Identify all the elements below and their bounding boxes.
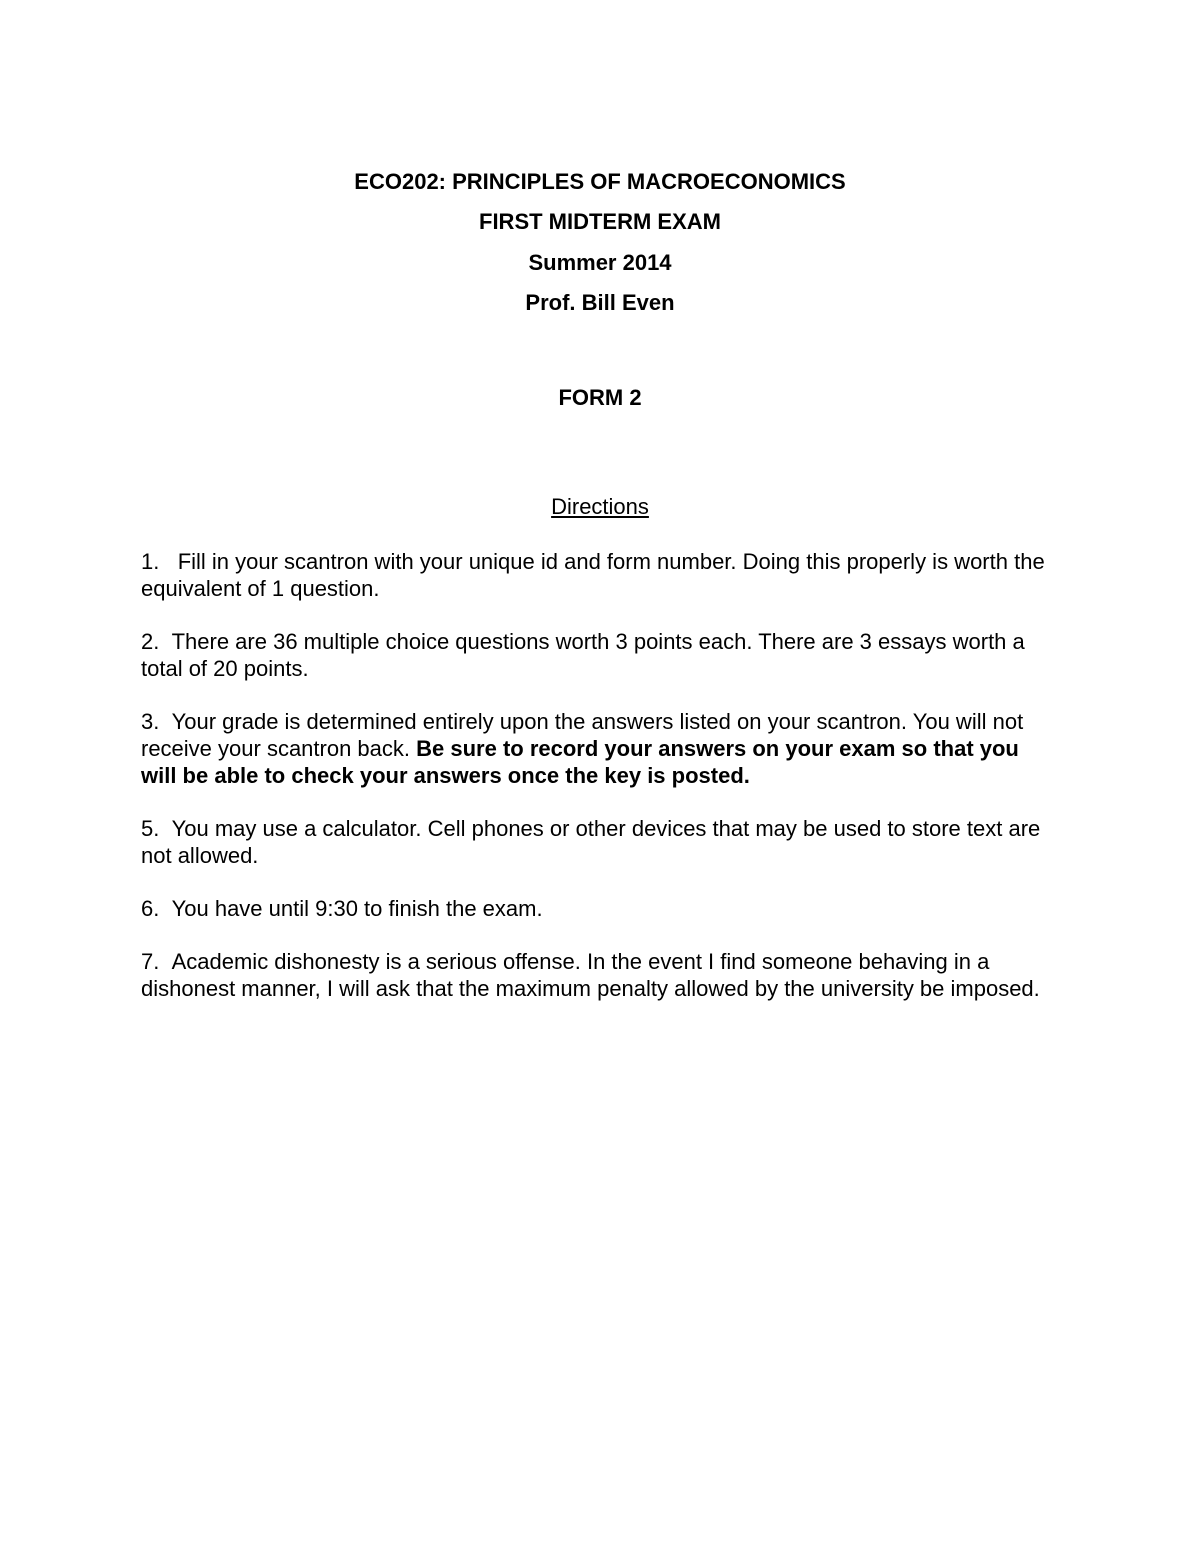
professor-name: Prof. Bill Even [525,290,675,315]
direction-text: There are 36 multiple choice questions worth 3 points each. There are 3 essays worth a total of 20 points. [141,629,1025,681]
exam-term: Summer 2014 [528,250,672,275]
form-number: FORM 2 [558,385,642,410]
course-title: ECO202: PRINCIPLES OF MACROECONOMICS [354,169,846,194]
direction-text: Your grade is determined entirely upon the answers listed on your scantron. You will not receive your scantron back. [141,709,1024,761]
direction-item-3 [141,708,1046,789]
exam-title: FIRST MIDTERM EXAM [479,209,721,234]
direction-text: You have until 9:30 to finish the exam. [171,896,543,921]
direction-bold-note: Be sure to record your answers on your exam so that you will be able to check your answers once the key is posted. [141,736,1019,788]
direction-number: 3. [141,709,160,734]
direction-text: Fill in your scantron with your unique id and form number. Doing this properly is worth the equivalent of 1 question. [141,549,1045,601]
directions-list [141,548,1046,1028]
direction-number: 6. [141,896,160,921]
direction-item-6 [141,895,1046,922]
direction-text: You may use a calculator. Cell phones or other devices that may be used to store text are not allowed. [141,816,1041,868]
direction-item-5 [141,815,1046,869]
directions-heading: Directions [551,494,649,519]
direction-text: Academic dishonesty is a serious offense. In the event I find someone behaving in a dishonest manner, I will ask that the maximum penalty allowed by the university be imposed. [141,949,1040,1001]
direction-number: 1. [141,549,160,574]
direction-number: 2. [141,629,160,654]
direction-item-7 [141,948,1046,1002]
direction-item-2 [141,628,1046,682]
direction-number: 5. [141,816,160,841]
direction-number: 7. [141,949,160,974]
direction-item-1 [141,548,1046,602]
